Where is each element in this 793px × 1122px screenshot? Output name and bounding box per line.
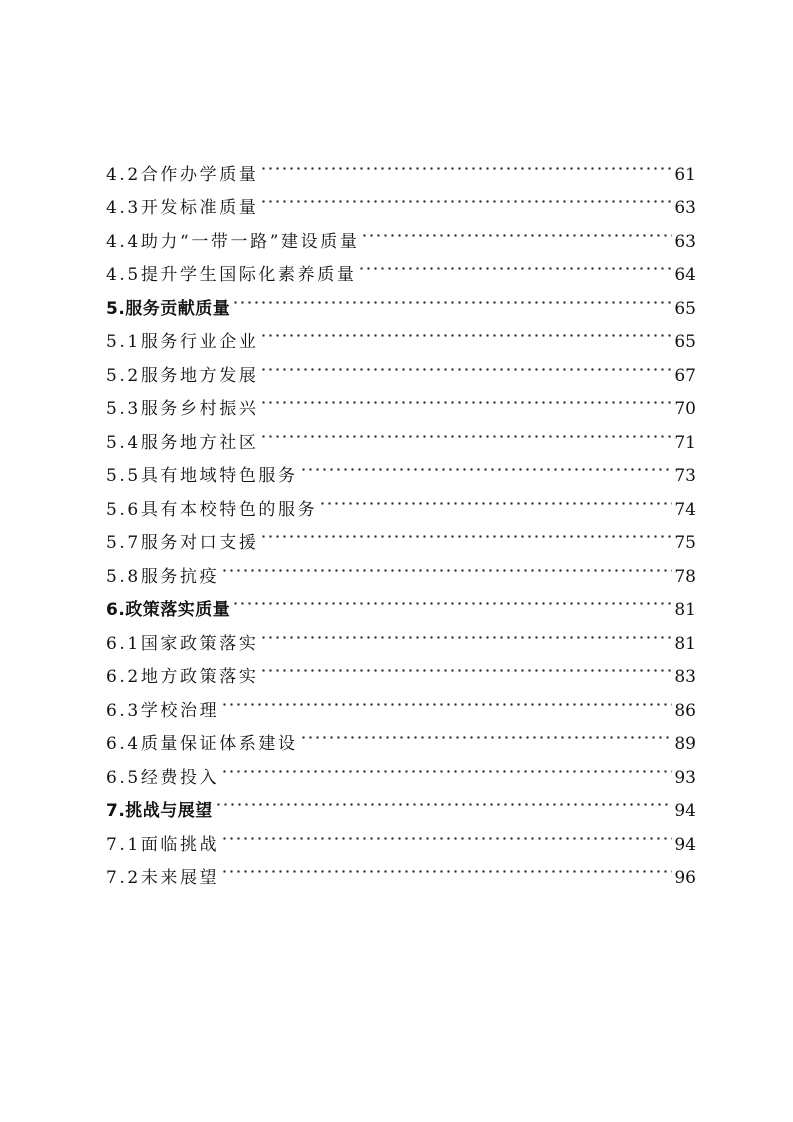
toc-entry-page: 81	[674, 600, 696, 620]
toc-entry-page: 94	[674, 834, 696, 855]
toc-entry-title: 6.4质量保证体系建设	[106, 734, 298, 754]
toc-entry-page: 89	[674, 734, 696, 754]
toc-entry-title: 6.3学校治理	[106, 700, 220, 721]
toc-dot-leader	[358, 247, 672, 281]
table-of-contents	[106, 146, 696, 888]
toc-dot-leader	[300, 716, 673, 750]
toc-dot-leader	[260, 381, 672, 415]
toc-entry-title: 5.8服务抗疫	[106, 566, 220, 587]
toc-entry-page: 78	[674, 566, 696, 587]
toc-dot-leader	[260, 515, 672, 549]
toc-entry-page: 94	[674, 801, 696, 821]
toc-entry-title: 5.4服务地方社区	[106, 432, 259, 453]
toc-dot-leader	[361, 213, 672, 247]
toc-entry-title: 6.1国家政策落实	[106, 633, 259, 654]
toc-entry-page: 74	[674, 499, 696, 520]
toc-entry-page: 61	[674, 164, 696, 185]
toc-entry-page: 65	[674, 332, 696, 352]
toc-dot-leader	[221, 548, 672, 582]
toc-entry-title: 7.2未来展望	[106, 868, 220, 888]
toc-entry-page: 75	[674, 533, 696, 553]
toc-entry-page: 65	[674, 298, 696, 319]
toc-entry-title: 5.6具有本校特色的服务	[106, 499, 318, 520]
toc-entry-page: 93	[674, 767, 696, 788]
toc-dot-leader	[260, 347, 672, 381]
toc-entry-title: 4.5提升学生国际化素养质量	[106, 265, 357, 285]
toc-entry-page: 81	[674, 633, 696, 654]
toc-entry-page: 86	[674, 700, 696, 721]
toc-entry-page: 70	[674, 399, 696, 419]
toc-entry-page: 73	[674, 466, 696, 486]
toc-dot-leader	[260, 615, 672, 649]
toc-entry-title: 4.4助力“一带一路”建设质量	[106, 231, 360, 252]
toc-dot-leader	[221, 850, 672, 884]
toc-dot-leader	[232, 280, 672, 314]
toc-dot-leader	[260, 314, 672, 348]
toc-entry-title: 5.2服务地方发展	[106, 365, 259, 386]
toc-dot-leader	[300, 448, 673, 482]
toc-entry-page: 64	[674, 265, 696, 285]
toc-entry-page: 67	[674, 365, 696, 386]
toc-entry-title: 4.2合作办学质量	[106, 164, 259, 185]
toc-entry-title: 5.服务贡献质量	[106, 298, 231, 319]
toc-entry[interactable]	[106, 146, 696, 185]
toc-dot-leader	[215, 783, 673, 817]
toc-dot-leader	[260, 649, 672, 683]
toc-entry-page: 96	[674, 868, 696, 888]
toc-entry-title: 6.政策落实质量	[106, 600, 231, 620]
toc-entry-title: 4.3开发标准质量	[106, 198, 259, 218]
toc-entry-page: 63	[674, 231, 696, 252]
toc-entry-page: 83	[674, 667, 696, 687]
toc-entry-title: 7.挑战与展望	[106, 801, 213, 821]
toc-entry-title: 5.7服务对口支援	[106, 533, 259, 553]
toc-dot-leader	[260, 180, 672, 214]
toc-entry-title: 5.3服务乡村振兴	[106, 399, 259, 419]
toc-dot-leader	[232, 582, 672, 616]
toc-dot-leader	[221, 816, 672, 850]
toc-dot-leader	[260, 414, 672, 448]
toc-entry-title: 7.1面临挑战	[106, 834, 220, 855]
toc-dot-leader	[221, 749, 672, 783]
toc-entry-title: 5.1服务行业企业	[106, 332, 259, 352]
toc-entry-page: 63	[674, 198, 696, 218]
toc-entry-title: 5.5具有地域特色服务	[106, 466, 298, 486]
toc-entry-title: 6.5经费投入	[106, 767, 220, 788]
toc-dot-leader	[221, 682, 672, 716]
toc-dot-leader	[319, 481, 672, 515]
toc-dot-leader	[260, 146, 672, 180]
toc-entry-title: 6.2地方政策落实	[106, 667, 259, 687]
toc-entry-page: 71	[674, 432, 696, 453]
